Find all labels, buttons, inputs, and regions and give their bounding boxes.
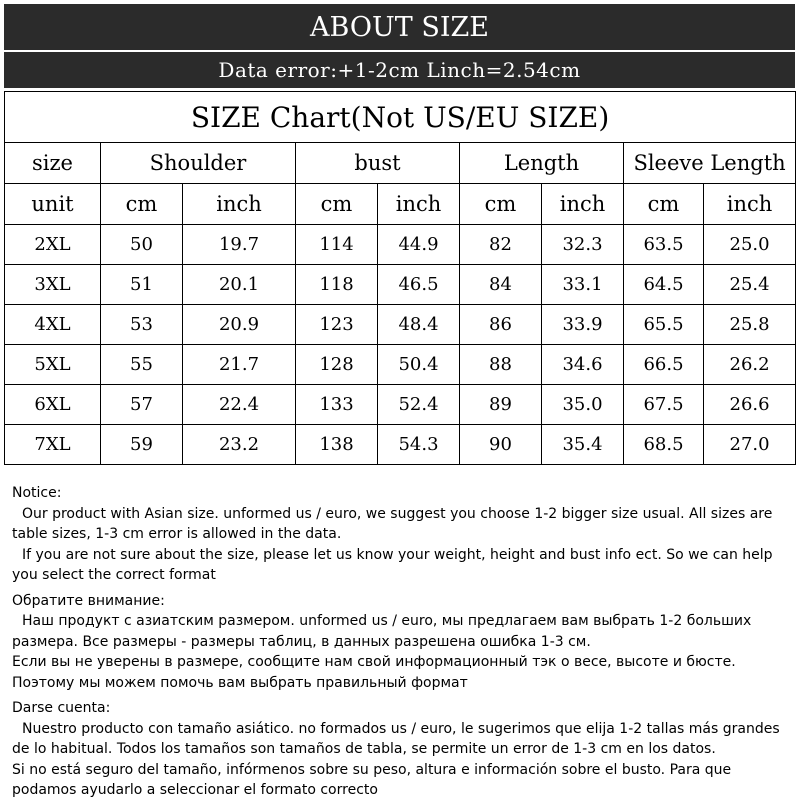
measurement-cell: 53: [101, 305, 183, 345]
size-chart-table: [4, 91, 796, 465]
measurement-cell: 65.5: [624, 305, 704, 345]
measurement-cell: 20.1: [183, 265, 296, 305]
notice-heading-ru: Обратите внимание:: [12, 592, 165, 609]
measurement-cell: 118: [296, 265, 378, 305]
measurement-cell: 68.5: [624, 425, 704, 465]
measurement-cell: 26.6: [704, 385, 796, 425]
measurement-cell: 32.3: [542, 225, 624, 265]
notice-section: [12, 483, 792, 801]
unit-cell: inch: [542, 184, 624, 225]
notice-paragraph: Our product with Asian size. unformed us / euro, we suggest you choose 1-2 bigger size usual. All sizes are table sizes, 1-3 cm error is allowed in the data.: [12, 505, 773, 542]
size-label-cell: 3XL: [5, 265, 101, 305]
size-row: [5, 425, 796, 465]
size-label-cell: 2XL: [5, 225, 101, 265]
size-row: [5, 385, 796, 425]
measurement-cell: 26.2: [704, 345, 796, 385]
unit-cell: cm: [624, 184, 704, 225]
unit-cell: inch: [183, 184, 296, 225]
measurement-cell: 21.7: [183, 345, 296, 385]
size-chart-title-row: [5, 92, 796, 143]
measurement-cell: 52.4: [378, 385, 460, 425]
size-row: [5, 345, 796, 385]
measurement-cell: 64.5: [624, 265, 704, 305]
measurement-cell: 35.0: [542, 385, 624, 425]
measurement-cell: 35.4: [542, 425, 624, 465]
data-error-banner: [4, 52, 795, 88]
notice-paragraph: Si no está seguro del tamaño, infórmenos sobre su peso, altura e información sobre el busto. Para que podamos ayudarlo a seleccionar el formato correcto: [12, 761, 732, 798]
size-row: [5, 305, 796, 345]
notice-paragraph: If you are not sure about the size, please let us know your weight, height and bust info ect. So we can help you select the correct format: [12, 546, 773, 583]
data-error-note: Data error:+1-2cm Linch=2.54cm: [218, 58, 581, 82]
unit-cell: inch: [378, 184, 460, 225]
measurement-cell: 84: [460, 265, 542, 305]
unit-cell: inch: [704, 184, 796, 225]
shoulder-header: Shoulder: [101, 143, 296, 184]
unit-cell: cm: [460, 184, 542, 225]
measurement-cell: 89: [460, 385, 542, 425]
measurement-cell: 51: [101, 265, 183, 305]
size-label-cell: 6XL: [5, 385, 101, 425]
measurement-cell: 48.4: [378, 305, 460, 345]
measurement-cell: 90: [460, 425, 542, 465]
unit-column-header: unit: [5, 184, 101, 225]
unit-cell: cm: [296, 184, 378, 225]
unit-cell: cm: [101, 184, 183, 225]
measurement-cell: 59: [101, 425, 183, 465]
notice-paragraph: Nuestro producto con tamaño asiático. no formados us / euro, le sugerimos que elija 1-2 tallas más grandes de lo habitual. Todos los tamaños son tamaños de tabla, se permite un error de 1-3 cm en los datos.: [12, 720, 780, 757]
measurement-cell: 57: [101, 385, 183, 425]
measurement-cell: 88: [460, 345, 542, 385]
measurement-cell: 82: [460, 225, 542, 265]
measurement-cell: 44.9: [378, 225, 460, 265]
size-label-cell: 7XL: [5, 425, 101, 465]
notice-paragraph: Если вы не уверены в размере, сообщите нам свой информационный тэк о весе, высоте и бюсте. Поэтому мы можем помочь вам выбрать правильный формат: [12, 654, 736, 691]
notice-paragraph: Наш продукт с азиатским размером. unformed us / euro, мы предлагаем вам выбрать 1-2 больших размера. Все размеры - размеры таблиц, в данных разрешена ошибка 1-3 см.: [12, 613, 752, 650]
measurement-cell: 123: [296, 305, 378, 345]
measurement-cell: 27.0: [704, 425, 796, 465]
size-label-cell: 5XL: [5, 345, 101, 385]
size-row: [5, 225, 796, 265]
measurement-cell: 50.4: [378, 345, 460, 385]
measurement-cell: 67.5: [624, 385, 704, 425]
unit-header-row: [5, 184, 796, 225]
measurement-cell: 86: [460, 305, 542, 345]
length-header: Length: [460, 143, 624, 184]
about-size-title: ABOUT SIZE: [310, 11, 489, 43]
notice-heading-en: Notice:: [12, 485, 62, 501]
measurement-cell: 128: [296, 345, 378, 385]
size-row: [5, 265, 796, 305]
measurement-cell: 34.6: [542, 345, 624, 385]
measurement-cell: 22.4: [183, 385, 296, 425]
measurement-cell: 133: [296, 385, 378, 425]
measurement-cell: 19.7: [183, 225, 296, 265]
measurement-cell: 20.9: [183, 305, 296, 345]
size-label-cell: 4XL: [5, 305, 101, 345]
measurement-cell: 54.3: [378, 425, 460, 465]
measurement-cell: 55: [101, 345, 183, 385]
measurement-cell: 63.5: [624, 225, 704, 265]
measurement-cell: 114: [296, 225, 378, 265]
measurement-cell: 33.9: [542, 305, 624, 345]
measurement-cell: 23.2: [183, 425, 296, 465]
size-column-header: size: [5, 143, 101, 184]
measurement-cell: 138: [296, 425, 378, 465]
measurement-cell: 33.1: [542, 265, 624, 305]
sleeve-length-header: Sleeve Length: [624, 143, 796, 184]
notice-heading-es: Darse cuenta:: [12, 700, 111, 716]
measurement-header-row: [5, 143, 796, 184]
measurement-cell: 66.5: [624, 345, 704, 385]
measurement-cell: 46.5: [378, 265, 460, 305]
measurement-cell: 25.8: [704, 305, 796, 345]
about-size-banner: [4, 4, 795, 50]
bust-header: bust: [296, 143, 460, 184]
size-chart-title: SIZE Chart(Not US/EU SIZE): [5, 92, 796, 143]
measurement-cell: 50: [101, 225, 183, 265]
measurement-cell: 25.4: [704, 265, 796, 305]
measurement-cell: 25.0: [704, 225, 796, 265]
